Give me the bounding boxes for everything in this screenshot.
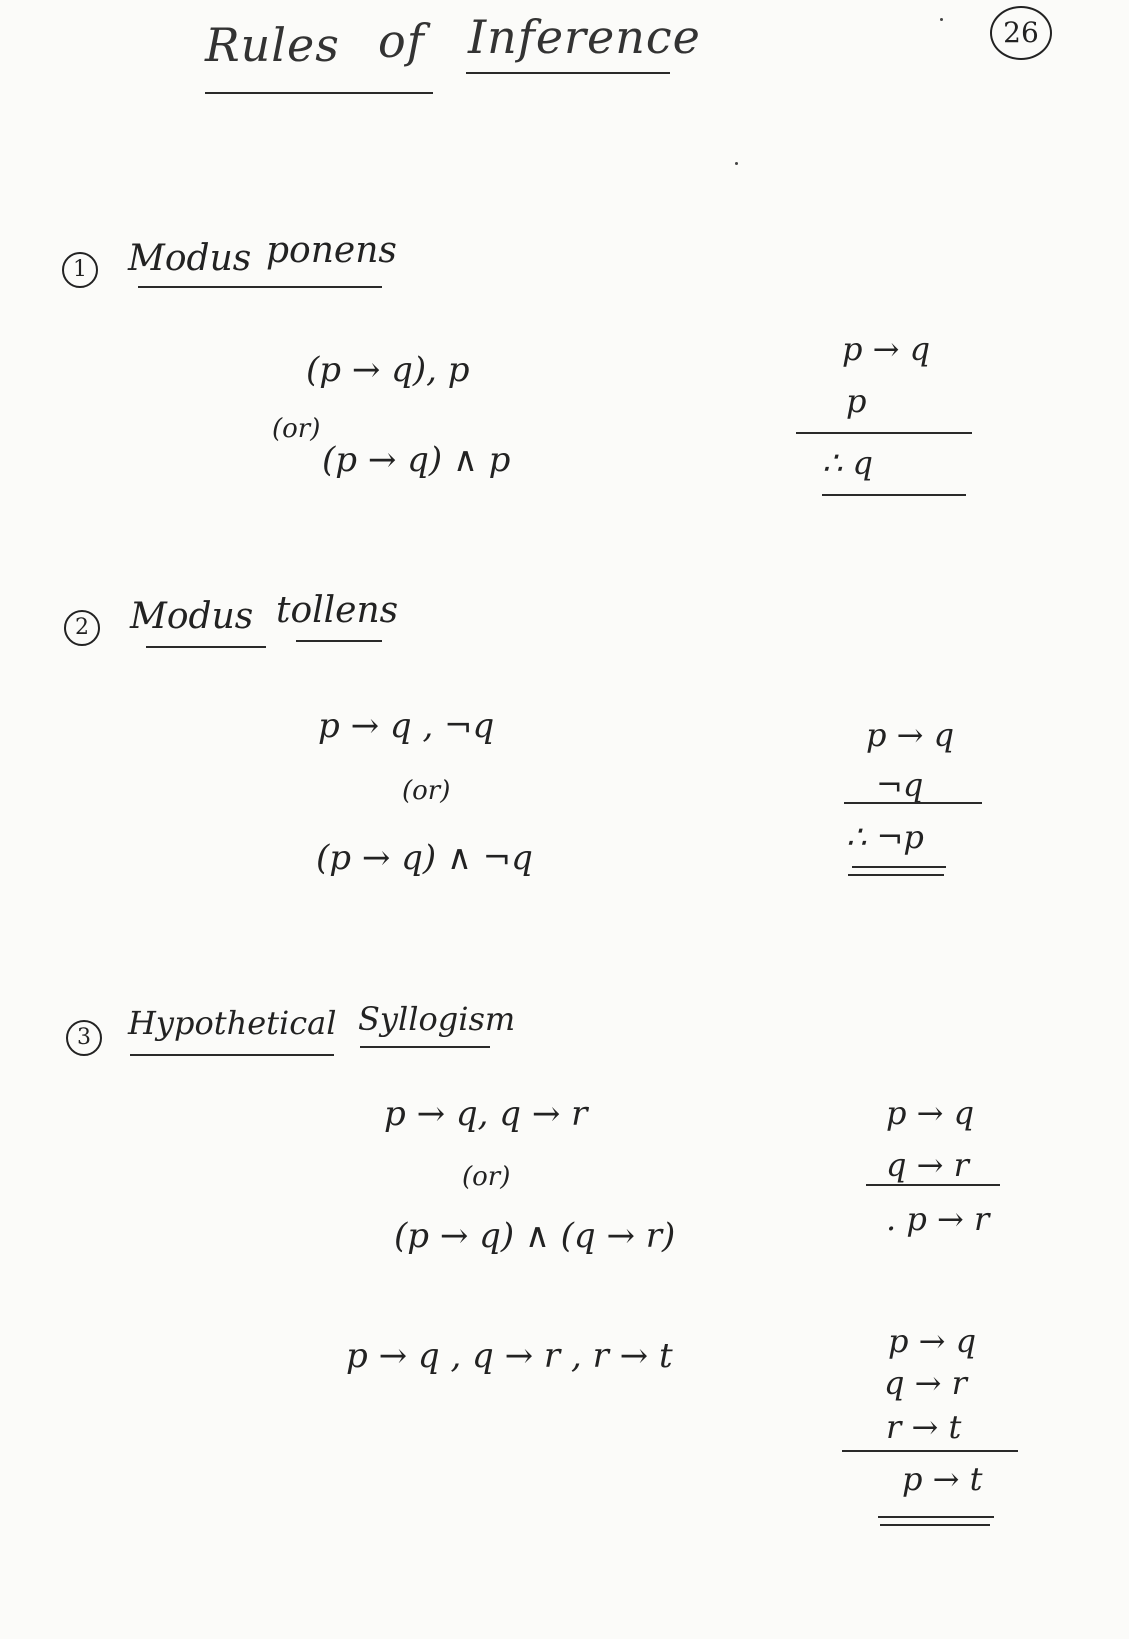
title-underline-left — [205, 92, 433, 94]
page-number-badge: 26 — [990, 6, 1052, 60]
section-3-form-premises: p → q, q → r — [384, 1094, 588, 1134]
section-2-proof-line — [844, 802, 982, 804]
section-1-proof-premise-1: p → q — [842, 330, 931, 368]
page-title-word-rules: Rules — [205, 18, 340, 72]
section-1-form-conjunction: (p → q) ∧ p — [322, 440, 511, 480]
section-1-proof-line — [796, 432, 972, 434]
section-3-heading-word2: Syllogism — [358, 1000, 516, 1038]
section-2-proof-conclusion-underline-2 — [848, 874, 944, 876]
section-number-2: 2 — [64, 610, 100, 646]
section-1-heading-underline — [138, 286, 382, 288]
section-2-heading-underline-left — [146, 646, 266, 648]
section-2-proof-conclusion-underline-1 — [852, 866, 946, 868]
section-2-heading-underline-right — [296, 640, 382, 642]
section-2-proof-conclusion: ∴ ¬p — [846, 818, 924, 856]
section-2-form-conjunction: (p → q) ∧ ¬q — [316, 838, 533, 878]
section-2-form-premises: p → q , ¬q — [318, 706, 495, 746]
section-3-extended-proof-line — [842, 1450, 1018, 1452]
section-3-extended-form: p → q , q → r , r → t — [346, 1336, 673, 1376]
section-1-heading-word1: Modus — [128, 238, 252, 279]
section-3-proof-premise-1: p → q — [886, 1094, 975, 1132]
section-3-extended-conclusion: p → t — [902, 1460, 983, 1498]
section-1-proof-conclusion-underline — [822, 494, 966, 496]
section-3-proof-premise-2: q → r — [886, 1146, 969, 1184]
page-title-word-inference: Inference — [468, 10, 701, 64]
section-3-extended-premise-3: r → t — [886, 1408, 962, 1446]
section-3-proof-line — [866, 1184, 1000, 1186]
section-2-proof-premise-2: ¬q — [876, 766, 924, 804]
section-3-form-conjunction: (p → q) ∧ (q → r) — [394, 1216, 676, 1256]
section-3-form-or: (or) — [462, 1162, 511, 1192]
section-2-heading-word2: tollens — [276, 590, 399, 631]
section-1-heading-word2: ponens — [266, 230, 397, 271]
page-title-word-of: of — [378, 14, 425, 68]
section-1-form-or: (or) — [272, 414, 321, 444]
section-2-form-or: (or) — [402, 776, 451, 806]
section-3-extended-conclusion-underline-2 — [880, 1524, 990, 1526]
section-number-3: 3 — [66, 1020, 102, 1056]
section-number-1: 1 — [62, 252, 98, 288]
section-3-extended-premise-2: q → r — [884, 1364, 967, 1402]
section-2-proof-premise-1: p → q — [866, 716, 955, 754]
section-1-form-premises: (p → q), p — [306, 350, 470, 390]
section-3-proof-conclusion: . p → r — [886, 1200, 990, 1238]
ink-speck — [735, 162, 738, 165]
section-1-proof-conclusion: ∴ q — [822, 444, 874, 482]
section-2-heading-word1: Modus — [130, 596, 254, 637]
section-3-extended-conclusion-underline-1 — [878, 1516, 994, 1518]
section-3-heading-underline-right — [360, 1046, 490, 1048]
title-underline-right — [466, 72, 670, 74]
section-3-extended-premise-1: p → q — [888, 1322, 977, 1360]
section-3-heading-word1: Hypothetical — [128, 1004, 337, 1042]
section-3-heading-underline-left — [130, 1054, 334, 1056]
section-1-proof-premise-2: p — [846, 382, 867, 420]
ink-speck — [940, 18, 943, 21]
